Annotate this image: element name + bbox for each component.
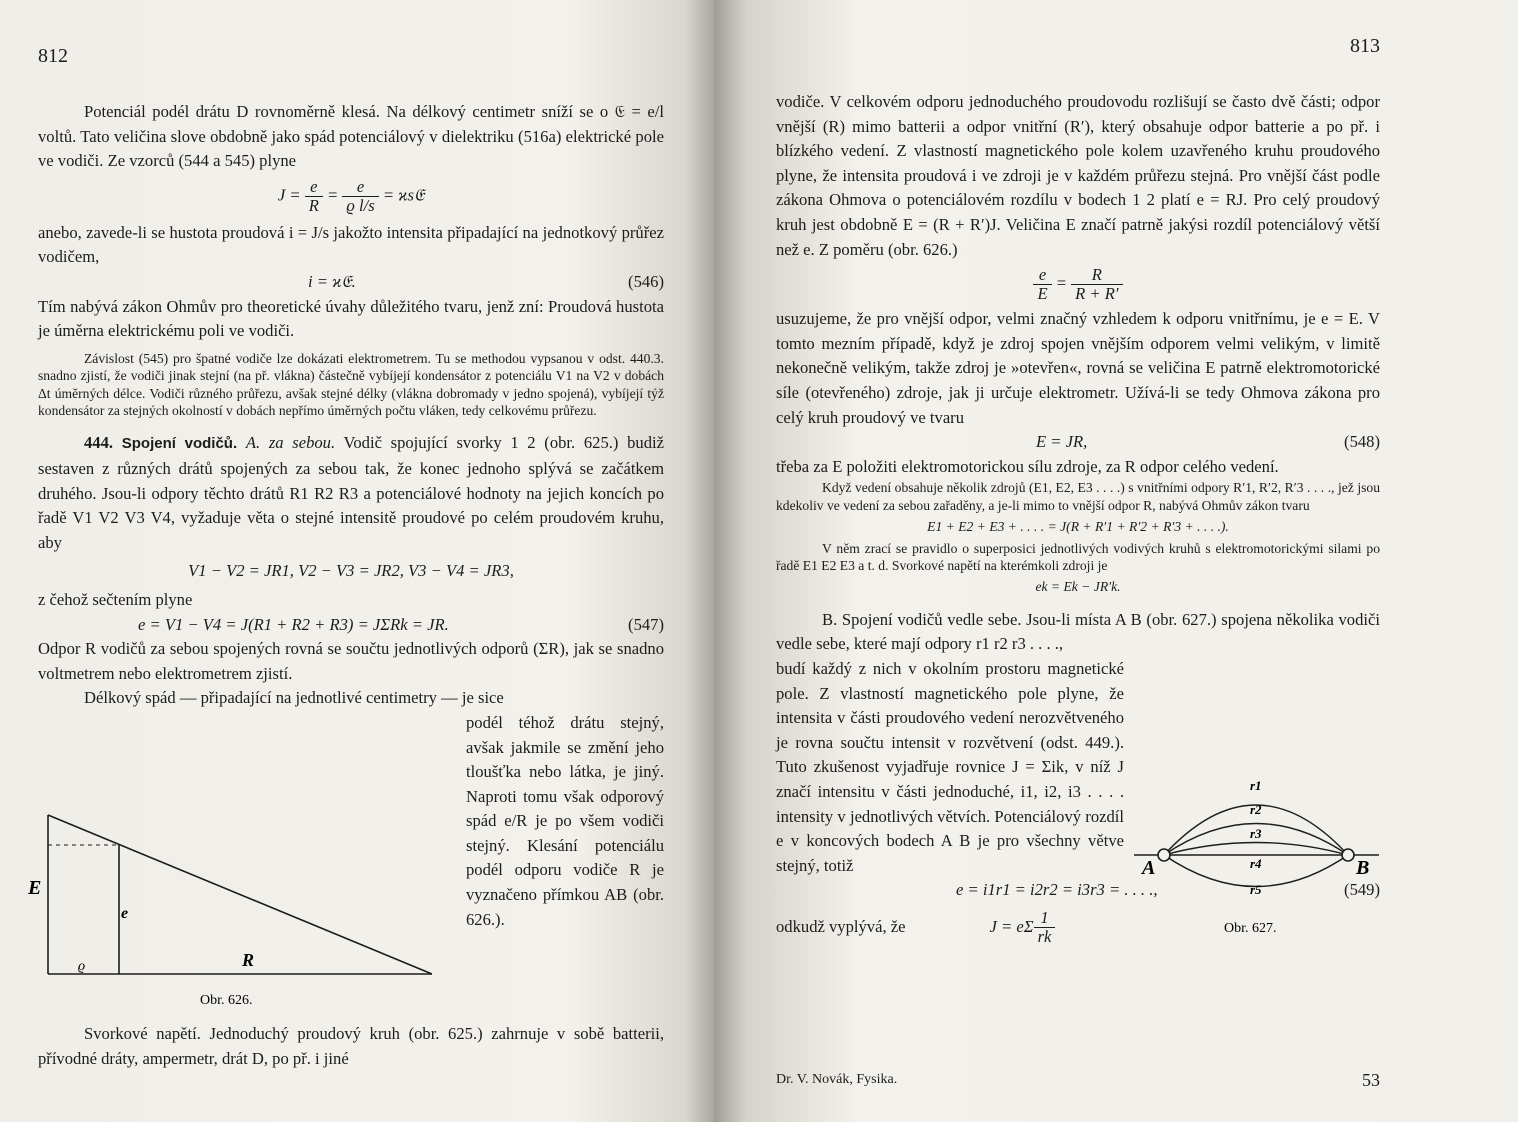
equation-547	[38, 613, 664, 638]
label-B: B	[1356, 857, 1370, 879]
figure-626	[20, 788, 440, 1028]
equation-number: (546)	[628, 271, 664, 291]
page-footer	[776, 1068, 1380, 1093]
fraction-den: E	[1037, 284, 1048, 304]
paragraph: usuzujeme, že pro vnější odpor, velmi značný vzhledem k odporu vnitřnímu, je e = E. V tomto mezním případě, když je zdroj spojen vnějším odporem velmi velikým, v limitě nekonečně velikým, takže zdroj je »otevřen«, rovná se veličina E patrně elektromotorické síle (otevřeného) zdroje, jak ji určuje elektrometr. Užívá-li se tedy Ohmova zákona pro celý kruh proudový ve tvaru	[776, 309, 1380, 427]
node-A	[1158, 849, 1170, 861]
label-R: R	[242, 950, 255, 970]
paragraph: B. Spojení vodičů vedle sebe. Jsou-li místa A B (obr. 627.) spojena několika vodiči vedle sebe, které mají odpory r1 r2 r3 . . . .,	[776, 609, 1380, 654]
fraction	[1033, 266, 1051, 303]
section-subtitle: A. za sebou.	[245, 433, 336, 453]
equation-ratio	[776, 266, 1380, 303]
fraction-den: rk	[1037, 926, 1052, 946]
small-print-paragraph: V něm zrací se pravidlo o superposici jednotlivých vodivých kruhů s elektromotorickými silami po řadě E1 E2 E3 a t. d. Svorkové napětí na kterémkoli zdroji je	[776, 540, 1380, 573]
fraction	[1034, 909, 1056, 946]
right-page	[714, 0, 1518, 1122]
label-r4: r4	[1250, 856, 1262, 871]
label-e: e	[121, 905, 129, 922]
label-rho: ϱ	[78, 959, 86, 974]
equation-body: e = V1 − V4 = J(R1 + R2 + R3) = JΣRk = JR.	[138, 614, 449, 634]
fraction-num: e	[305, 178, 323, 197]
fraction-num: e	[1033, 266, 1051, 285]
figure-caption: Obr. 626.	[200, 993, 253, 1008]
paragraph: třeba za E položiti elektromotorickou sílu zdroje, za R odpor celého vedení.	[776, 456, 1279, 476]
paragraph: anebo, zavede-li se hustota proudová i = J/s jakožto intensita připadající na jednotkový průřez vodičem,	[38, 222, 664, 267]
paragraph: Tím nabývá zákon Ohmův pro theoretické úvahy důležitého tvaru, jenž zní: Proudová hustota je úměrna elektrickému poli ve vodiči.	[38, 296, 664, 341]
equation-part: =	[1055, 273, 1067, 293]
paragraph-text: Vodič spojující svorky 1 2 (obr. 625.) budiž sestaven z různých drátů spojených za sebou tak, že konec jednoho splývá se začátkem druhého. Jsou-li odpory těchto drátů R1 R2 R3 a potenciálové hodnoty na jejich koncích po řadě V1 V2 V3 V4, vyžaduje věta o stejné intensitě proudové po celém proudovém kruhu, aby	[38, 433, 664, 552]
fraction	[1071, 266, 1122, 303]
right-page-number: 813	[1350, 35, 1380, 57]
small-print-paragraph: Když vedení obsahuje několik zdrojů (E1, E2, E3 . . . .) s vnitřními odpory R′1, R′2, R′3 . . . ., jež jsou kdekoliv ve vedení za sebou zařaděny, a je-li mimo to vnější odpor R, nabývá Ohmův zákon tvaru	[776, 480, 1380, 513]
equation-small-2: ek = Ek − JR′k.	[1035, 579, 1121, 595]
figure-caption: Obr. 627.	[1224, 921, 1277, 936]
equation-part: =	[327, 185, 339, 205]
paragraph: Potenciál podél drátu D rovnoměrně klesá. Na délkový centimetr sníží se o 𝔈 = e/l voltů. Tato veličina slove obdobně jako spád potenciálový v dielektriku (516a) elektrické pole ve vodiči. Ze vzorců (544 a 545) plyne	[38, 102, 664, 171]
footer-author: Dr. V. Novák, Fysika.	[776, 1072, 898, 1087]
equation-545	[38, 178, 664, 215]
fraction-den: R + R′	[1075, 284, 1119, 304]
equation-546	[38, 270, 664, 295]
paragraph: Svorkové napětí. Jednoduchý proudový kruh (obr. 625.) zahrnuje v sobě batterii, přívodné dráty, ampermetr, drát D, po př. i jiné	[38, 1024, 664, 1068]
label-r2: r2	[1250, 802, 1262, 817]
fraction-den: R	[308, 195, 319, 215]
fraction-num: R	[1071, 266, 1122, 285]
paragraph-beside-figure: podél téhož drátu stejný, avšak jakmile se změní jeho tloušťka nebo látka, je jiný. Naproti tomu však odporový spád e/R je po všem vodiči stejný. Klesání potenciálu podél odporu vodiče R je vyznačeno přímkou AB (obr. 626.).	[466, 712, 664, 929]
figure-line	[48, 815, 432, 974]
equation-small-1: E1 + E2 + E3 + . . . . = J(R + R′1 + R′2 + R′3 + . . . .).	[927, 519, 1229, 535]
equation-number: (547)	[628, 614, 664, 634]
equation-part: = ϰs𝔈	[382, 185, 425, 205]
fraction	[305, 178, 323, 215]
paragraph-beside-figure: budí každý z nich v okolním prostoru magnetické pole. Z vlastností magnetického pole plyne, že intensita v části proudového vedení nerozvětveného je rovna součtu intensit v rozvětvení (odst. 449.). Tuto zkušenost vyjadřuje rovnice J = Σik, v níž J značí intensitu v části jednoduché, i1, i2, i3 . . . . intensity v jednotlivých větvích. Potenciálový rozdíl e v koncových bodech A B je pro všechny větve stejný, totiž	[776, 658, 1124, 875]
equation-548	[776, 430, 1380, 455]
small-print-paragraph: Závislost (545) pro špatné vodiče lze dokázati elektrometrem. Tu se methodou vypsanou v odst. 440.3. snadno zjistí, že vodiči jinak stejní (na př. vlákna) částečně vybíjejí kondensátor z potenciálu V1 na V2 v dobách Δt úměrných délce. Vodiči různého průřezu, avšak stejné délky (vlákna dobromady v jedno spojená), vybíjejí týž kondensátor za stejných okolností v dobách nepřímo úměrných počtu vláken, tedy celkovému průřezu.	[38, 350, 664, 418]
branch-3	[1164, 843, 1348, 856]
fraction-num: e	[342, 178, 378, 197]
fraction-den: ϱ l/s	[346, 195, 375, 215]
paragraph: z čehož sečtením plyne	[38, 589, 193, 609]
equation-series: V1 − V2 = JR1, V2 − V3 = JR2, V3 − V4 = JR3,	[188, 561, 514, 581]
label-r3: r3	[1250, 826, 1262, 841]
paragraph: Odpor R vodičů za sebou spojených rovná se součtu jednotlivých odporů (ΣR), jak se snadno voltmetrem nebo elektrometrem zjistí.	[38, 639, 664, 683]
label-A: A	[1142, 857, 1156, 879]
section-444-paragraph	[38, 431, 664, 555]
fraction-num: 1	[1034, 909, 1056, 928]
paragraph: vodiče. V celkovém odporu jednoduchého proudovodu rozlišují se často dvě části; odpor vnější (R) mimo batterii a odpor vnitřní (R′), který obsahuje odpor batterie a po př. i blízkého vedení. Z vlastností magnetického pole kolem uzavřeného kruhu proudového plyne, že intensita proudová i ve zdroji je v každém průřezu stejná. Pro vnější část podle zákona Ohmova o potenciálovém rozdílu v bodech 1 2 platí e = RJ. Pro celý proudový kruh jest obdobně E = (R + R′)J. Veličina E značí patrně jakýsi rozdíl potenciálový větší než e. Z poměru (obr. 626.)	[776, 92, 1380, 259]
label-r1: r1	[1250, 778, 1262, 793]
section-title: Spojení vodičů.	[121, 435, 238, 453]
label-E: E	[28, 877, 42, 899]
paragraph: odkudž vyplývá, že	[776, 917, 906, 937]
equation-part: J = eΣ	[989, 917, 1034, 937]
label-r5: r5	[1250, 882, 1262, 897]
figure-627	[1134, 770, 1384, 940]
equation-part: J =	[277, 185, 301, 205]
left-page	[0, 0, 714, 1122]
section-number: 444.	[84, 433, 114, 453]
left-page-number: 812	[38, 45, 68, 67]
equation-number: (549)	[1344, 880, 1380, 900]
footer-sheet-number: 53	[1362, 1070, 1380, 1090]
paragraph: Délkový spád — připadající na jednotlivé centimetry — je sice	[84, 688, 504, 708]
fraction	[342, 178, 378, 215]
equation-body: e = i1r1 = i2r2 = i3r3 = . . . .,	[956, 880, 1158, 900]
equation-body: i = ϰ𝔈.	[308, 271, 356, 291]
equation-number: (548)	[1344, 432, 1380, 452]
node-B	[1342, 849, 1354, 861]
equation-body: E = JR,	[1036, 432, 1088, 452]
